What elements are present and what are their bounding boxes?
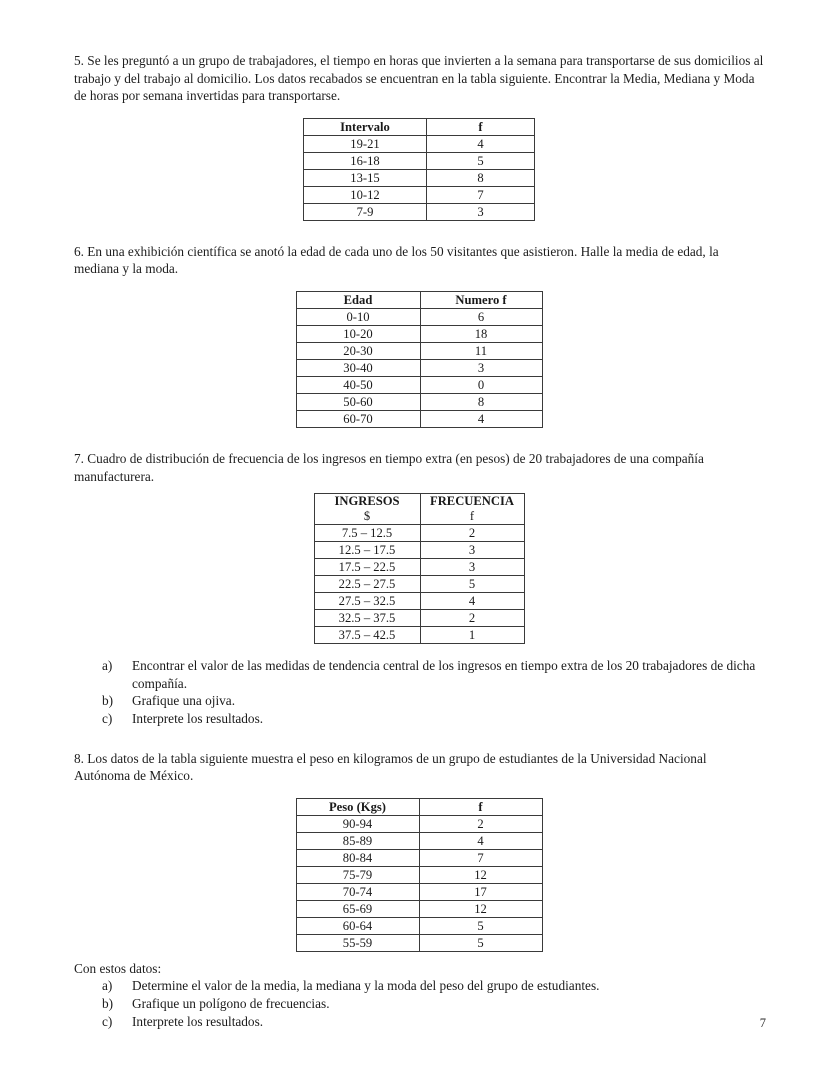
table-header-row — [296, 291, 542, 308]
table-row — [296, 832, 542, 849]
list-marker: a) — [102, 658, 113, 674]
cell-income-range: 7.5 – 12.5 — [314, 525, 420, 542]
cell-frequency: 17 — [419, 883, 542, 900]
problem-5-table-wrap — [74, 118, 764, 221]
cell-frequency: 2 — [420, 610, 524, 627]
cell-income-range: 22.5 – 27.5 — [314, 576, 420, 593]
problem-5-text: 5. Se les preguntó a un grupo de trabajadores, el tiempo en horas que invierten a la semana para transportarse de sus domicilios al trabajo y del trabajo al domicilio. Los datos recabados se encuentran en la tabla siguiente. Encontrar la Media, Mediana y Moda de horas por semana invertidas para transportarse. — [74, 53, 764, 104]
table-row — [296, 849, 542, 866]
cell-weight-range: 70-74 — [296, 883, 419, 900]
table-row — [296, 393, 542, 410]
table-row — [296, 900, 542, 917]
cell-age-range: 20-30 — [296, 342, 420, 359]
cell-frequency: 5 — [420, 576, 524, 593]
problem-7-text: 7. Cuadro de distribución de frecuencia de los ingresos en tiempo extra (en pesos) de 20 trabajadores de una compañía manufacturera. — [74, 450, 704, 484]
column-header-f: f — [419, 798, 542, 815]
table-row — [296, 342, 542, 359]
cell-frequency: 5 — [419, 917, 542, 934]
table-header-row — [304, 118, 535, 135]
cell-weight-range: 65-69 — [296, 900, 419, 917]
table-row — [296, 934, 542, 951]
list-item-text: Interprete los resultados. — [132, 1013, 264, 1029]
list-item — [74, 692, 764, 710]
problem-8-subitems — [74, 977, 764, 1030]
cell-age-range: 60-70 — [296, 410, 420, 427]
table-row — [304, 152, 535, 169]
table-row — [314, 627, 524, 644]
cell-frequency: 3 — [427, 203, 535, 220]
list-marker: c) — [102, 1013, 113, 1029]
cell-interval: 10-12 — [304, 186, 427, 203]
problem-8-table-wrap — [74, 798, 764, 952]
table-row — [296, 308, 542, 325]
list-item-text: Grafique un polígono de frecuencias. — [132, 995, 330, 1011]
cell-interval: 7-9 — [304, 203, 427, 220]
column-header-edad: Edad — [296, 291, 420, 308]
problem-8-closing-lead: Con estos datos: — [74, 960, 162, 976]
list-item — [74, 995, 764, 1013]
column-header-ingresos-unit: $ — [363, 509, 371, 524]
table-row — [296, 376, 542, 393]
table-row — [304, 169, 535, 186]
column-header-ingresos — [314, 494, 420, 525]
column-header-frecuencia-label: FRECUENCIA — [430, 494, 514, 509]
table-intervalo-f — [303, 118, 535, 221]
cell-weight-range: 90-94 — [296, 815, 419, 832]
problem-7-table-wrap — [74, 493, 764, 644]
table-row — [314, 593, 524, 610]
list-item — [74, 977, 764, 995]
cell-frequency: 3 — [420, 559, 524, 576]
cell-age-range: 10-20 — [296, 325, 420, 342]
problem-6-table-wrap — [74, 291, 764, 428]
cell-frequency: 5 — [427, 152, 535, 169]
problem-8-text: 8. Los datos de la tabla siguiente muestra el peso en kilogramos de un grupo de estudiantes de la Universidad Nacional Autónoma de México. — [74, 750, 707, 784]
table-peso-f — [296, 798, 543, 952]
table-edad-numero — [296, 291, 543, 428]
column-header-peso: Peso (Kgs) — [296, 798, 419, 815]
cell-income-range: 17.5 – 22.5 — [314, 559, 420, 576]
cell-frequency: 4 — [419, 832, 542, 849]
list-item-text: Grafique una ojiva. — [132, 693, 236, 709]
cell-weight-range: 60-64 — [296, 917, 419, 934]
cell-frequency: 3 — [420, 542, 524, 559]
list-item — [74, 710, 764, 728]
cell-frequency: 5 — [419, 934, 542, 951]
cell-frequency: 12 — [419, 866, 542, 883]
cell-income-range: 12.5 – 17.5 — [314, 542, 420, 559]
cell-frequency: 7 — [419, 849, 542, 866]
cell-frequency: 4 — [427, 135, 535, 152]
cell-weight-range: 75-79 — [296, 866, 419, 883]
column-header-frecuencia-symbol: f — [469, 509, 475, 524]
cell-income-range: 37.5 – 42.5 — [314, 627, 420, 644]
cell-frequency: 1 — [420, 627, 524, 644]
cell-frequency: 2 — [419, 815, 542, 832]
cell-age-range: 40-50 — [296, 376, 420, 393]
list-item — [74, 1013, 764, 1031]
cell-weight-range: 80-84 — [296, 849, 419, 866]
cell-income-range: 27.5 – 32.5 — [314, 593, 420, 610]
cell-income-range: 32.5 – 37.5 — [314, 610, 420, 627]
list-item-text: Determine el valor de la media, la mediana y la moda del peso del grupo de estudiantes. — [132, 978, 600, 994]
cell-frequency: 6 — [420, 308, 542, 325]
cell-age-range: 30-40 — [296, 359, 420, 376]
table-row — [296, 325, 542, 342]
cell-frequency: 8 — [420, 393, 542, 410]
list-item-text: Encontrar el valor de las medidas de tendencia central de los ingresos en tiempo extra de los 20 trabajadores de dicha compañía. — [132, 658, 756, 691]
list-item-text: Interprete los resultados. — [132, 710, 264, 726]
cell-frequency: 4 — [420, 410, 542, 427]
page-number: 7 — [759, 1016, 766, 1030]
cell-weight-range: 55-59 — [296, 934, 419, 951]
column-header-ingresos-label: INGRESOS — [334, 494, 400, 509]
cell-frequency: 11 — [420, 342, 542, 359]
cell-age-range: 0-10 — [296, 308, 420, 325]
cell-frequency: 2 — [420, 525, 524, 542]
cell-interval: 13-15 — [304, 169, 427, 186]
cell-frequency: 4 — [420, 593, 524, 610]
list-marker: b) — [102, 995, 114, 1011]
table-row — [304, 186, 535, 203]
table-row — [314, 559, 524, 576]
table-row — [314, 610, 524, 627]
table-row — [314, 542, 524, 559]
table-row — [296, 866, 542, 883]
table-row — [314, 576, 524, 593]
problem-7-subitems — [74, 657, 764, 727]
cell-weight-range: 85-89 — [296, 832, 419, 849]
list-item — [74, 657, 764, 692]
cell-frequency: 8 — [427, 169, 535, 186]
cell-interval: 16-18 — [304, 152, 427, 169]
column-header-f: f — [427, 118, 535, 135]
table-ingresos-frecuencia — [314, 493, 525, 644]
cell-age-range: 50-60 — [296, 393, 420, 410]
table-header-row — [296, 798, 542, 815]
column-header-intervalo: Intervalo — [304, 118, 427, 135]
table-row — [296, 359, 542, 376]
column-header-numero-f: Numero f — [420, 291, 542, 308]
table-row — [304, 135, 535, 152]
table-row — [314, 525, 524, 542]
table-row — [296, 917, 542, 934]
table-row — [296, 410, 542, 427]
cell-interval: 19-21 — [304, 135, 427, 152]
cell-frequency: 0 — [420, 376, 542, 393]
list-marker: c) — [102, 710, 113, 726]
cell-frequency: 18 — [420, 325, 542, 342]
cell-frequency: 3 — [420, 359, 542, 376]
cell-frequency: 7 — [427, 186, 535, 203]
table-header-row — [314, 494, 524, 525]
column-header-frecuencia — [420, 494, 524, 525]
cell-frequency: 12 — [419, 900, 542, 917]
table-row — [296, 815, 542, 832]
list-marker: b) — [102, 693, 114, 709]
table-row — [304, 203, 535, 220]
problem-6-text: 6. En una exhibición científica se anotó la edad de cada uno de los 50 visitantes que asistieron. Halle la media de edad, la mediana y la moda. — [74, 243, 719, 277]
page-content — [74, 52, 764, 1030]
list-marker: a) — [102, 978, 113, 994]
table-row — [296, 883, 542, 900]
